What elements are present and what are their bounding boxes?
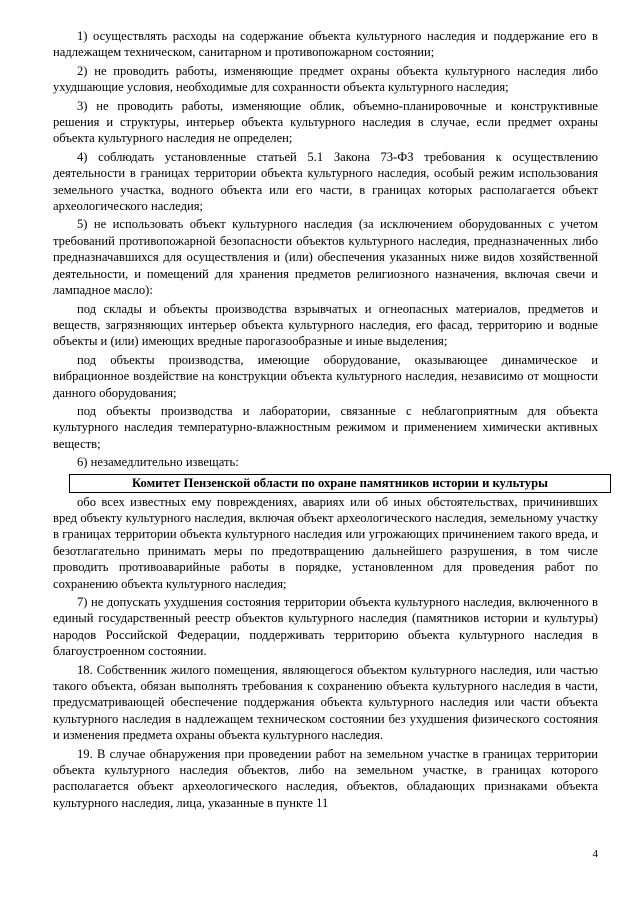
paragraph-19: 19. В случае обнаружения при проведении работ на земельном участке в границах территории объекта культурного наследия объектов, либо на земельном участке, в границах которого располагается объект археологического наследия, объектов, обладающих признаками объекта культурного наследия, лица, указанные в пункте 11: [53, 746, 598, 810]
paragraph-laboratories: под объекты производства и лаборатории, связанные с неблагоприятным для объекта культурного наследия температурно-влажностным режимом и применением химически активных веществ;: [53, 403, 598, 451]
paragraph-item-1: 1) осуществлять расходы на содержание объекта культурного наследия и поддержание его в надлежащем техническом, санитарном и противопожарном состоянии;: [53, 29, 598, 60]
paragraph-storage: под склады и объекты производства взрывчатых и огнеопасных материалов, предметов и веществ, загрязняющих интерьер объекта культурного наследия, его фасад, территорию и водные объекты и (или) имеющих вредные парогазообразные и иные выделения;: [53, 301, 598, 349]
paragraph-vibration: под объекты производства, имеющие оборудование, оказывающее динамическое и вибрационное воздействие на конструкции объекта культурного наследия, независимо от мощности данного оборудования;: [53, 352, 598, 400]
paragraph-notify-details: обо всех известных ему повреждениях, авариях или об иных обстоятельствах, причинивших вред объекту культурного наследия, включая объект археологического наследия, земельному участку в границах территории объекта культурного наследия или угрожающих причинением такого вреда, и безотлагательно принимать меры по предотвращению дальнейшего разрушения, в том числе проводить противоаварийные работы в порядке, установленном для проведения работ по сохранению объекта культурного наследия;: [53, 494, 598, 591]
paragraph-item-3: 3) не проводить работы, изменяющие облик, объемно-планировочные и конструктивные решения и структуры, интерьер объекта культурного наследия в случае, если предмет охраны объекта культурного наследия не определен;: [53, 98, 598, 146]
paragraph-item-5: 5) не использовать объект культурного наследия (за исключением оборудованных с учетом требований противопожарной безопасности объектов культурного наследия, предназначенных либо предназначавшихся для осуществления и (или) обеспечения указанных ниже видов хозяйственной деятельности, и помещений для хранения предметов религиозного назначения, включая свечи и лампадное масло):: [53, 217, 598, 298]
page-number: 4: [592, 848, 598, 860]
paragraph-item-7: 7) не допускать ухудшения состояния территории объекта культурного наследия, включенного в единый государственный реестр объектов культурного наследия (памятников истории и культуры) народов Российской Федерации, поддерживать территорию объекта культурного наследия в благоустроенном состоянии.: [53, 595, 598, 659]
organization-box: Комитет Пензенской области по охране памятников истории и культуры: [69, 474, 611, 493]
paragraph-item-4: 4) соблюдать установленные статьей 5.1 Закона 73-ФЗ требования к осуществлению деятельности в границах территории объекта культурного наследия, особый режим использования земельного участка, водного объекта или его части, в границах которых располагается объект археологического наследия;: [53, 149, 598, 214]
paragraph-item-6: 6) незамедлительно извещать:: [77, 455, 239, 470]
paragraph-item-2: 2) не проводить работы, изменяющие предмет охраны объекта культурного наследия либо ухудшающие условия, необходимые для сохранности объекта культурного наследия;: [53, 63, 598, 95]
paragraph-18: 18. Собственник жилого помещения, являющегося объектом культурного наследия, или частью такого объекта, обязан выполнять требования к сохранению объекта культурного наследия в части, предусматривающей обеспечение поддержания объекта культурного наследия или части объекта культурного наследия в надлежащем техническом состоянии без ухудшения физического состояния и изменения предмета охраны объекта культурного наследия.: [53, 662, 598, 743]
